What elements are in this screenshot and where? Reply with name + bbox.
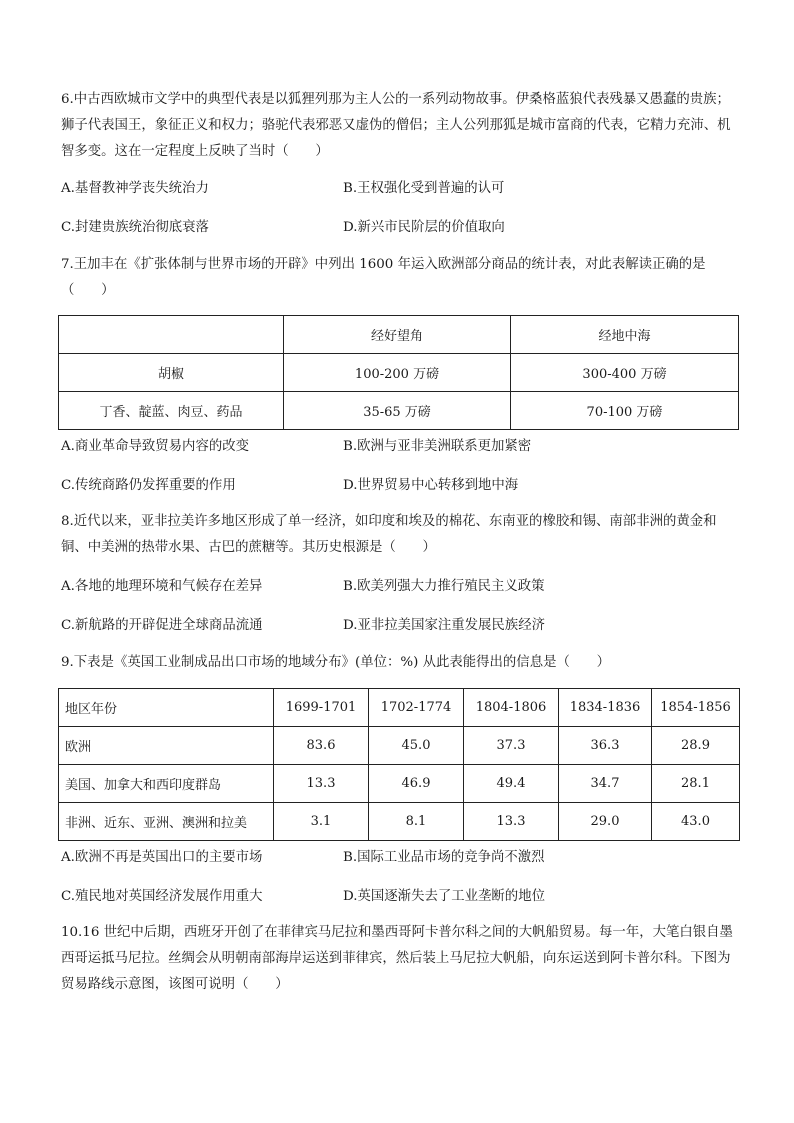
q10-stem: 10.16 世纪中后期，西班牙开创了在菲律宾马尼拉和墨西哥阿卡普尔科之间的大帆船贸易。每一年，大笔白银自墨西哥运抵马尼拉。丝绸会从明朝南部海岸运送到菲律宾，然后装上马尼拉大帆船，向东运送到阿卡普尔科。下图为贸易路线示意图，该图可说明（ ）: [61, 925, 733, 992]
table-cell: 34.7: [559, 765, 652, 803]
q8-stem: 8.近代以来，亚非拉美许多地区形成了单一经济，如印度和埃及的棉花、东南亚的橡胶和锡、南部非洲的黄金和铜、中美洲的热带水果、古巴的蔗糖等。其历史根源是（ ）: [61, 514, 717, 555]
table-row: [59, 392, 739, 430]
table-cell: 经地中海: [511, 316, 739, 354]
q9-table: [58, 688, 740, 841]
table-cell: 43.0: [652, 803, 740, 841]
q7-stem: 7.王加丰在《扩张体制与世界市场的开辟》中列出 1600 年运入欧洲部分商品的统计表，对此表解读正确的是（ ）: [61, 257, 706, 298]
table-row: [59, 727, 740, 765]
q8-option-c[interactable]: C.新航路的开辟促进全球商品流通: [61, 618, 263, 633]
q9-option-a[interactable]: A.欧洲不再是英国出口的主要市场: [61, 850, 263, 865]
table-cell: 地区年份: [59, 689, 274, 727]
table-row: [59, 354, 739, 392]
q6-option-d[interactable]: D.新兴市民阶层的价值取向: [343, 220, 505, 235]
table-cell: 1702-1774: [369, 689, 464, 727]
q8-option-a[interactable]: A.各地的地理环境和气候存在差异: [61, 579, 263, 594]
table-cell: 13.3: [464, 803, 559, 841]
q7-options-row-2: [61, 474, 741, 496]
table-row: [59, 765, 740, 803]
table-cell: 1834-1836: [559, 689, 652, 727]
q6-option-c[interactable]: C.封建贵族统治彻底衰落: [61, 220, 209, 235]
table-cell: 49.4: [464, 765, 559, 803]
q7-option-a[interactable]: A.商业革命导致贸易内容的改变: [61, 439, 250, 454]
q9-options-row-1: [61, 846, 741, 868]
q8-option-d[interactable]: D.亚非拉美国家注重发展民族经济: [343, 618, 545, 633]
table-cell: 36.3: [559, 727, 652, 765]
q7-option-d[interactable]: D.世界贸易中心转移到地中海: [343, 478, 519, 493]
q9-option-b[interactable]: B.国际工业品市场的竞争尚不激烈: [343, 850, 545, 865]
q8-options-row-2: [61, 614, 741, 636]
table-cell: 3.1: [274, 803, 369, 841]
table-cell: 非洲、近东、亚洲、澳洲和拉美: [59, 803, 274, 841]
q9-option-d[interactable]: D.英国逐渐失去了工业垄断的地位: [343, 889, 545, 904]
q6-options-row-1: [61, 177, 741, 199]
q9-options-row-2: [61, 885, 741, 907]
table-cell: 1804-1806: [464, 689, 559, 727]
q8-options-row-1: [61, 575, 741, 597]
table-cell: 8.1: [369, 803, 464, 841]
q6-option-b[interactable]: B.王权强化受到普遍的认可: [343, 181, 505, 196]
table-cell: 29.0: [559, 803, 652, 841]
table-header-row: [59, 316, 739, 354]
table-row: [59, 803, 740, 841]
table-cell: 13.3: [274, 765, 369, 803]
q8-option-b[interactable]: B.欧美列强大力推行殖民主义政策: [343, 579, 545, 594]
table-cell: 美国、加拿大和西印度群岛: [59, 765, 274, 803]
q6-stem: 6.中古西欧城市文学中的典型代表是以狐狸列那为主人公的一系列动物故事。伊桑格蓝狼代表残暴又愚蠢的贵族；狮子代表国王，象征正义和权力；骆驼代表邪恶又虚伪的僧侣；主人公列那狐是城市富商的代表，它精力充沛、机智多变。这在一定程度上反映了当时（ ）: [61, 92, 731, 159]
q7-option-b[interactable]: B.欧洲与亚非美洲联系更加紧密: [343, 439, 532, 454]
table-cell: [59, 316, 284, 354]
q9-stem: 9.下表是《英国工业制成品出口市场的地域分布》(单位：%) 从此表能得出的信息是（ ）: [61, 655, 611, 670]
table-cell: 1699-1701: [274, 689, 369, 727]
table-cell: 经好望角: [284, 316, 511, 354]
table-cell: 300-400 万磅: [511, 354, 739, 392]
table-cell: 45.0: [369, 727, 464, 765]
table-cell: 28.9: [652, 727, 740, 765]
q7-table: [58, 315, 739, 430]
table-cell: 100-200 万磅: [284, 354, 511, 392]
q9-option-c[interactable]: C.殖民地对英国经济发展作用重大: [61, 889, 263, 904]
q7-options-row-1: [61, 435, 741, 457]
table-cell: 46.9: [369, 765, 464, 803]
q7-option-c[interactable]: C.传统商路仍发挥重要的作用: [61, 478, 236, 493]
q6-option-a[interactable]: A.基督教神学丧失统治力: [61, 181, 209, 196]
table-cell: 1854-1856: [652, 689, 740, 727]
table-cell: 37.3: [464, 727, 559, 765]
table-cell: 70-100 万磅: [511, 392, 739, 430]
table-cell: 丁香、靛蓝、肉豆、药品: [59, 392, 284, 430]
q6-options-row-2: [61, 216, 741, 238]
table-cell: 83.6: [274, 727, 369, 765]
table-header-row: [59, 689, 740, 727]
table-cell: 欧洲: [59, 727, 274, 765]
table-cell: 35-65 万磅: [284, 392, 511, 430]
table-cell: 胡椒: [59, 354, 284, 392]
table-cell: 28.1: [652, 765, 740, 803]
